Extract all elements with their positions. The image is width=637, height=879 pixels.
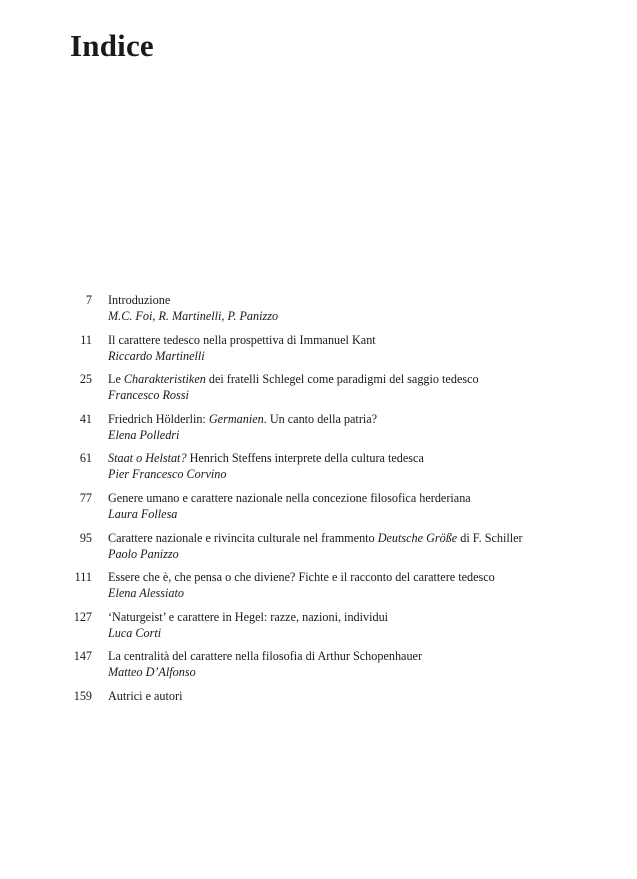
toc-entry-title [108, 688, 182, 704]
toc-page-number: 77 [79, 490, 92, 505]
title-italic-text: Staat o Helstat? [108, 451, 187, 466]
toc-entry-author: Francesco Rossi [108, 388, 189, 403]
title-italic-text: Charakteristiken [123, 372, 206, 387]
toc-entry-title [108, 530, 523, 546]
title-text: Il carattere tedesco nella prospettiva di Immanuel Kant [108, 332, 376, 347]
toc-entry-author: Riccardo Martinelli [108, 348, 205, 363]
toc-entry [0, 371, 637, 411]
title-text: Friedrich Hölderlin: [108, 411, 209, 426]
toc-entry-title [108, 648, 422, 664]
title-text: Henrich Steffens interprete della cultura tedesca [186, 451, 424, 466]
toc-entry [0, 411, 637, 451]
toc-entry [0, 292, 637, 332]
toc-entry [0, 450, 637, 490]
toc-page-number: 11 [80, 332, 92, 347]
toc-entry-title [108, 450, 424, 466]
toc-entry-author: Luca Corti [108, 625, 162, 640]
toc-entry [0, 490, 637, 530]
title-text: Autrici e autori [108, 688, 183, 703]
toc-entry [0, 609, 637, 649]
toc-entry-author: Matteo D’Alfonso [108, 665, 196, 680]
toc-entry [0, 648, 637, 688]
title-text: Carattere nazionale e rivincita culturale nel frammento [108, 530, 378, 545]
toc-page-number: 147 [73, 649, 92, 664]
toc-entry-author: Elena Polledri [108, 427, 180, 442]
toc-page-number: 41 [79, 411, 92, 426]
toc-entry-title [108, 569, 495, 585]
toc-entry-author: Pier Francesco Corvino [108, 467, 227, 482]
title-text: Introduzione [108, 293, 171, 307]
toc-entry-title [108, 292, 170, 308]
title-text: ‘Naturgeist’ e carattere in Hegel: razze, nazioni, individui [108, 609, 389, 624]
toc-entry-author: M.C. Foi, R. Martinelli, P. Panizzo [108, 309, 279, 323]
toc-entry-author: Laura Follesa [108, 506, 178, 521]
title-italic-text: Germanien [208, 411, 264, 426]
title-text: di F. Schiller [457, 530, 523, 545]
title-text: La centralità del carattere nella filosofia di Arthur Schopenhauer [108, 649, 423, 664]
toc-entry-title [108, 609, 388, 625]
toc-entry-title [108, 490, 471, 506]
toc-page-number: 111 [74, 570, 92, 585]
toc-page-number: 25 [79, 372, 92, 387]
title-text: Essere che è, che pensa o che diviene? Fichte e il racconto del carattere tedesco [108, 570, 495, 585]
title-text: dei fratelli Schlegel come paradigmi del saggio tedesco [205, 372, 479, 387]
toc-entry [0, 688, 637, 728]
table-of-contents [0, 292, 637, 728]
title-text: . Un canto della patria? [263, 411, 378, 426]
toc-page-number: 127 [73, 609, 92, 624]
toc-page-number: 159 [73, 688, 92, 703]
title-italic-text: Deutsche Größe [377, 530, 458, 545]
toc-entry-author: Elena Alessiato [108, 586, 184, 601]
toc-entry-title [108, 411, 377, 427]
toc-entry [0, 530, 637, 570]
toc-entry [0, 332, 637, 372]
toc-page-number: 7 [85, 293, 92, 307]
toc-entry-author: Paolo Panizzo [108, 546, 179, 561]
toc-entry-title [108, 332, 376, 348]
toc-entry-title [108, 371, 479, 387]
toc-page-number: 95 [79, 530, 92, 545]
title-text: Genere umano e carattere nazionale nella concezione filosofica herderiana [108, 490, 471, 505]
toc-page-number: 61 [79, 451, 92, 466]
toc-entry [0, 569, 637, 609]
title-text: Le [108, 372, 124, 387]
page-title: Indice [70, 28, 154, 63]
